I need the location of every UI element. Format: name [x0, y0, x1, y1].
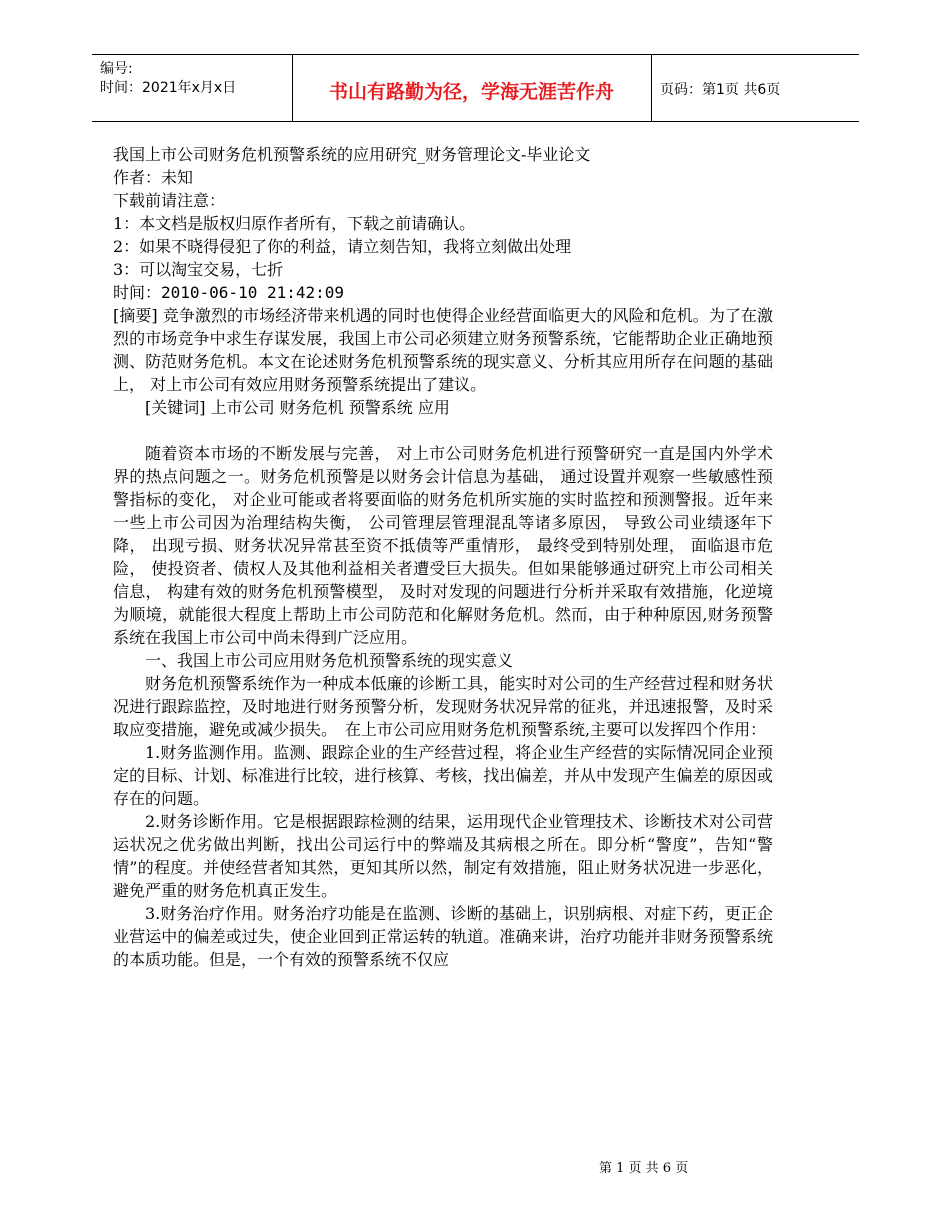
notice-title: 下载前请注意：	[113, 191, 226, 210]
notice-item-1: 1：本文档是版权归原作者所有，下载之前请确认。	[113, 214, 476, 233]
list-item-diagnosis: 2.财务诊断作用。它是根据跟踪检测的结果，运用现代企业管理技术、诊断技术对公司营运状况之优劣做出判断，找出公司运行中的弊端及其病根之所在。即分析“警度”，告知“警情”的程度。并使经营者知其然，更知其所以然，制定有效措施，阻止财务状况进一步恶化，避免严重的财务危机真正发生。	[113, 812, 773, 900]
header-bottom-rule	[92, 121, 859, 122]
list-item-treatment: 3.财务治疗作用。财务治疗功能是在监测、诊断的基础上，识别病根、对症下药，更正企业营运中的偏差或过失，使企业回到正常运转的轨道。准确来讲，治疗功能并非财务预警系统的本质功能。但是，一个有效的预警系统不仅应	[113, 904, 773, 969]
notice-item-3: 3：可以淘宝交易，七折	[113, 260, 284, 279]
header-divider-right	[651, 54, 652, 121]
list-item-monitoring: 1.财务监测作用。监测、跟踪企业的生产经营过程，将企业生产经营的实际情况同企业预定的目标、计划、标准进行比较，进行核算、考核，找出偏差，并从中发现产生偏差的原因或存在的问题。	[113, 743, 773, 808]
header-time: 时间：2021年x月x日	[100, 80, 237, 96]
keywords: [关键词] 上市公司 财务危机 预警系统 应用	[145, 398, 450, 417]
paragraph-intro: 随着资本市场的不断发展与完善， 对上市公司财务危机进行预警研究一直是国内外学术界的热点问题之一。财务危机预警是以财务会计信息为基础， 通过设置并观察一些敏感性预警指标的变化， 对企业可能或者将要面临的财务危机所实施的实时监控和预测警报。近年来一些上市公司因为治理结构失衡， 公司管理层管理混乱等诸多原因， 导致公司业绩逐年下降， 出现亏损、财务状况异常甚至资不抵债等严重情形， 最终受到特别处理， 面临退市危险， 使投资者、债权人及其他利益相关者遭受巨大损失。但如果能够通过研究上市公司相关信息， 构建有效的财务危机预警模型， 及时对发现的问题进行分析并采取有效措施，化逆境为顺境，就能很大程度上帮助上市公司防范和化解财务危机。然而，由于种种原因,财务预警系统在我国上市公司中尚未得到广泛应用。	[113, 444, 773, 647]
page-footer: 第 1 页 共 6 页	[599, 1161, 689, 1176]
header-top-rule	[92, 54, 859, 55]
blank-line	[113, 419, 773, 442]
header-number: 编号:	[100, 61, 133, 77]
header-motto: 书山有路勤为径，学海无涯苦作舟	[328, 81, 614, 103]
paragraph-significance: 财务危机预警系统作为一种成本低廉的诊断工具，能实时对公司的生产经营过程和财务状况进行跟踪监控，及时地进行财务预警分析，发现财务状况异常的征兆，并迅速报警，及时采取应变措施，避免或减少损失。 在上市公司应用财务危机预警系统,主要可以发挥四个作用：	[113, 674, 773, 739]
document-body	[113, 143, 773, 971]
document-time: 时间：2010-06-10 21:42:09	[113, 283, 345, 302]
document-author: 作者：未知	[113, 168, 194, 187]
section-heading-1: 一、我国上市公司应用财务危机预警系统的现实意义	[145, 651, 514, 670]
document-title: 我国上市公司财务危机预警系统的应用研究_财务管理论文-毕业论文	[113, 145, 591, 164]
abstract: [摘要] 竞争激烈的市场经济带来机遇的同时也使得企业经营面临更大的风险和危机。为了在激烈的市场竞争中求生存谋发展，我国上市公司必须建立财务预警系统，它能帮助企业正确地预测、防范财务危机。本文在论述财务危机预警系统的现实意义、分析其应用所存在问题的基础上， 对上市公司有效应用财务预警系统提出了建议。	[113, 306, 773, 394]
header-page-info: 页码：第1页 共6页	[660, 82, 781, 98]
header-meta	[100, 60, 236, 98]
notice-item-2: 2：如果不晓得侵犯了你的利益，请立刻告知，我将立刻做出处理	[113, 237, 572, 256]
